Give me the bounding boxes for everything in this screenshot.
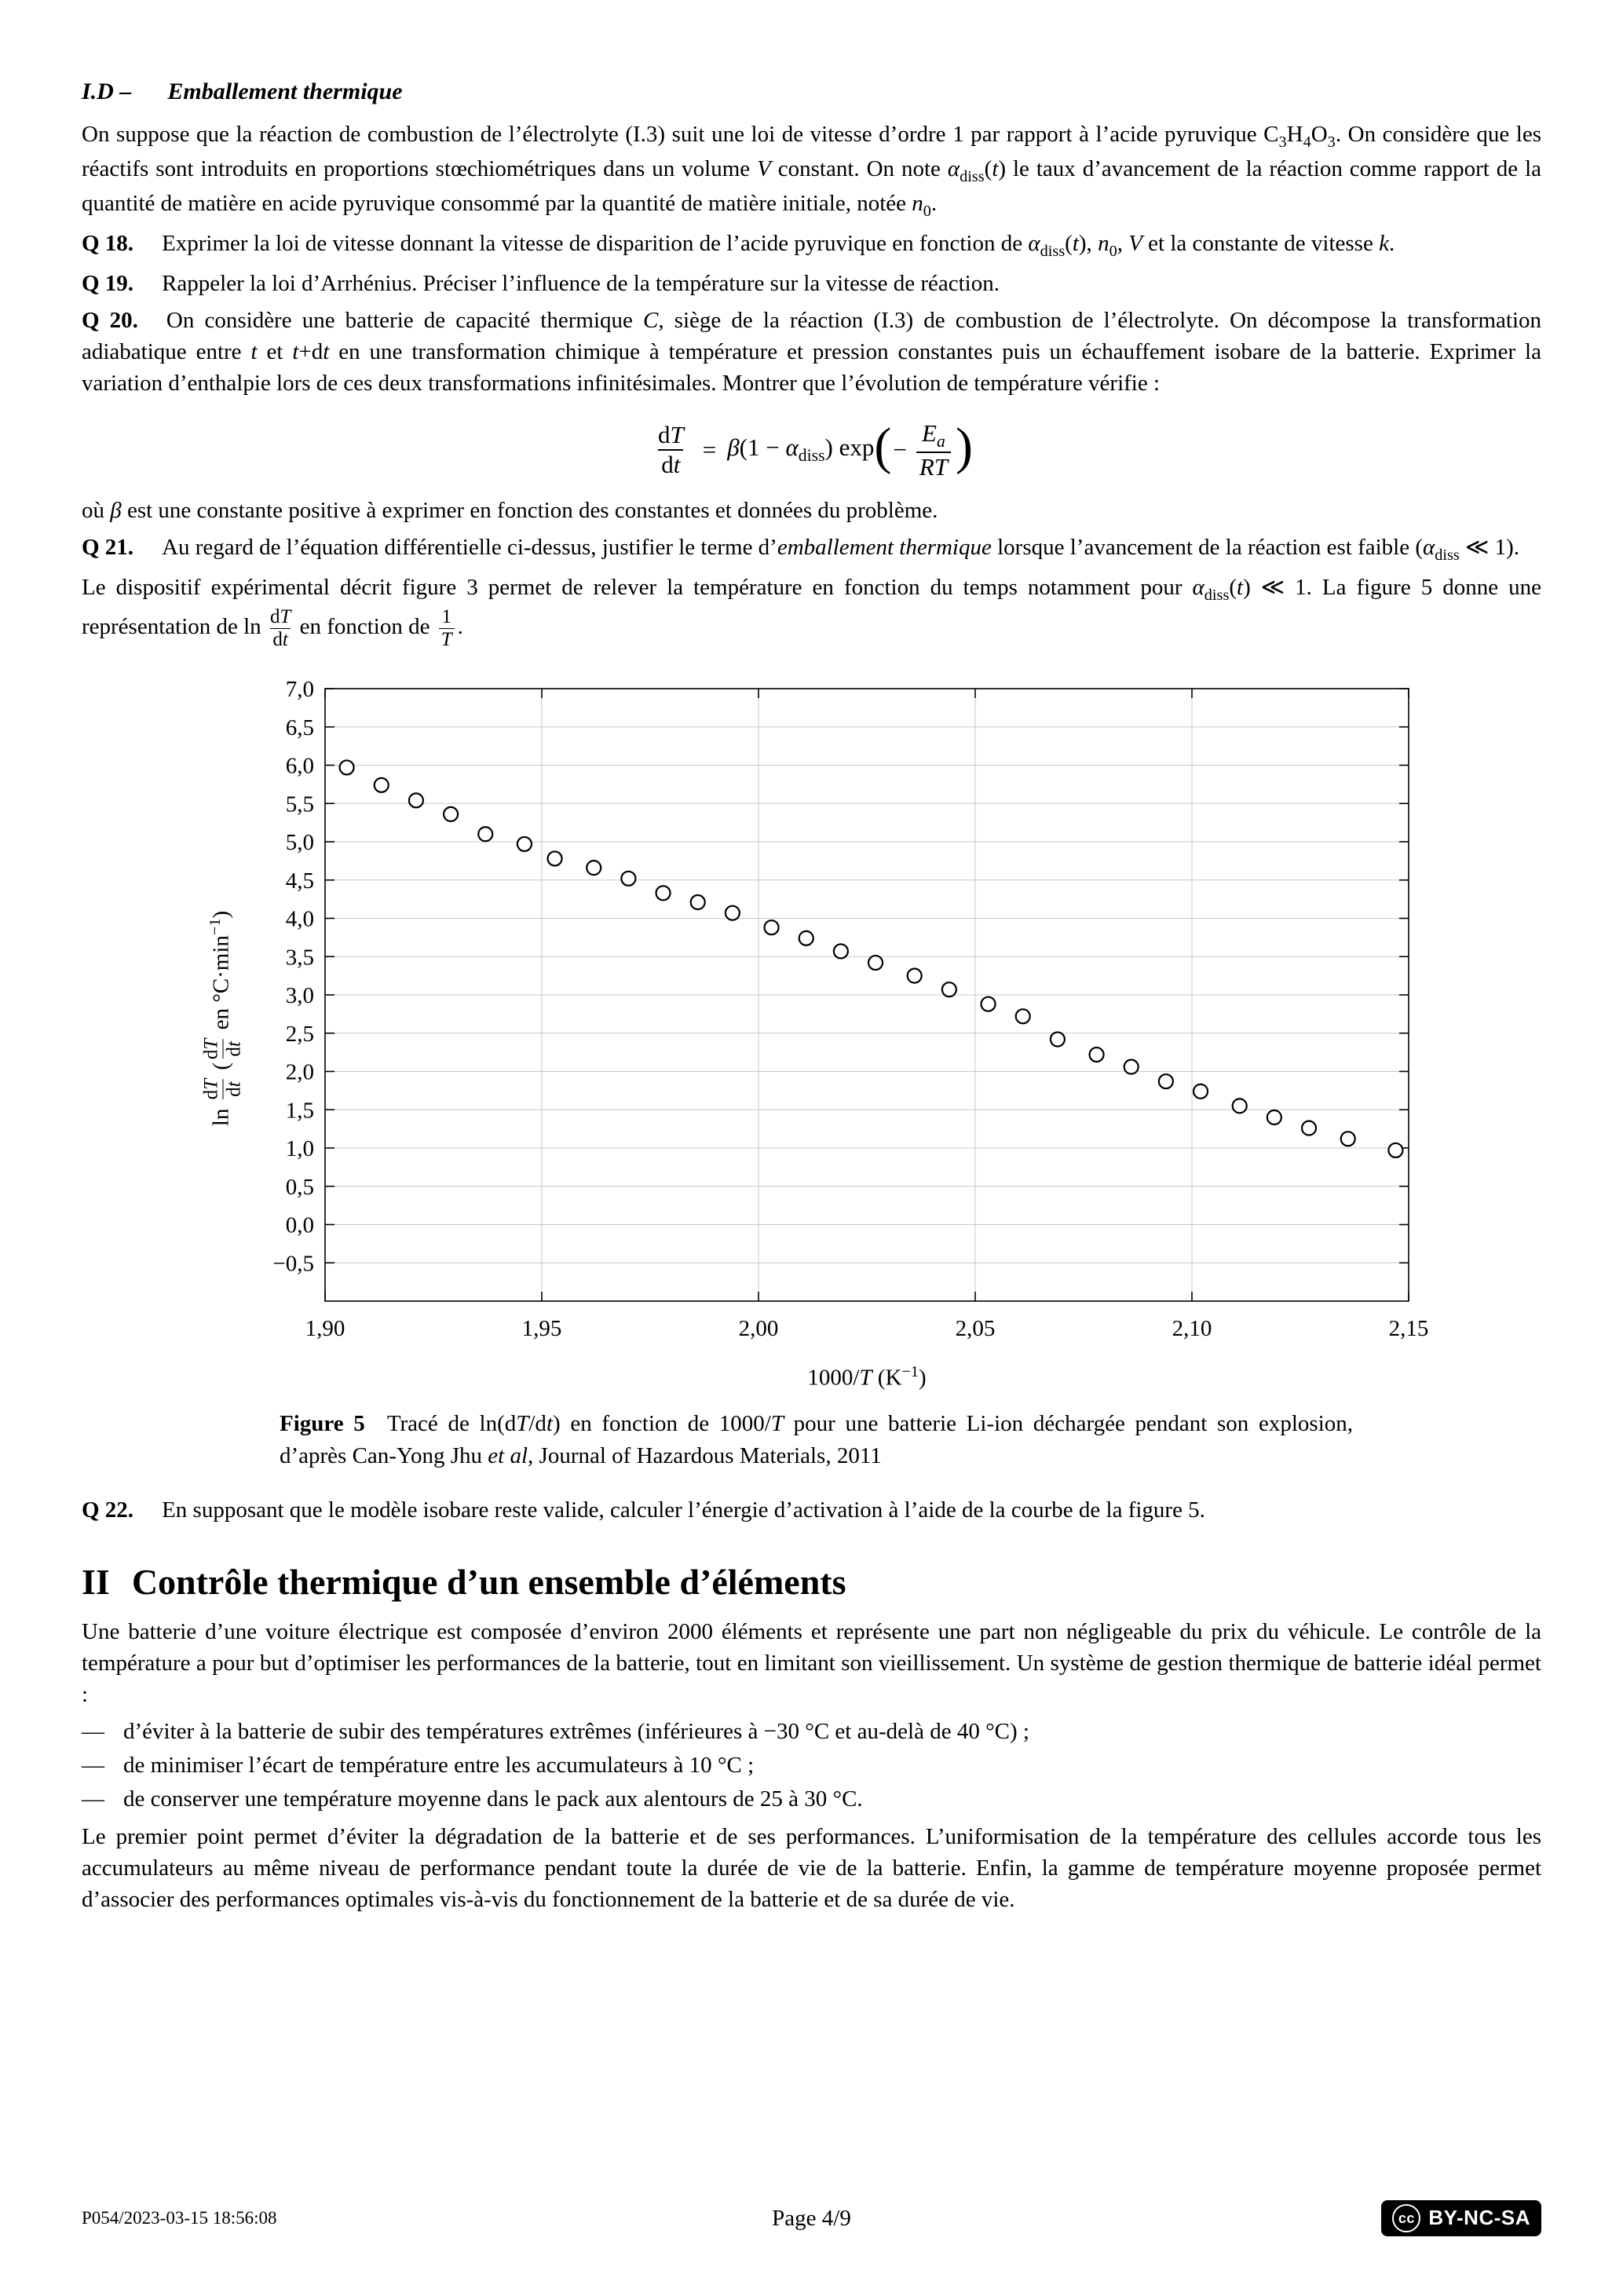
data-point xyxy=(1388,1143,1402,1157)
y-tick-label: 1,0 xyxy=(285,1136,314,1162)
section-id-title: Emballement thermique xyxy=(167,79,403,104)
figure-5 xyxy=(82,678,1541,1472)
q20-after-paragraph: où β est une constante positive à exprimer en fonction des constantes et données du problème. xyxy=(82,498,938,524)
page-number: Page 4/9 xyxy=(772,2205,851,2231)
question-q18 xyxy=(82,228,1541,262)
data-point xyxy=(1267,1110,1281,1124)
section-id-heading xyxy=(82,75,1541,108)
data-point xyxy=(1341,1132,1355,1146)
bullet-item-3 xyxy=(82,1783,1541,1815)
cc-logo-icon xyxy=(1392,2204,1420,2232)
data-point xyxy=(340,760,354,774)
data-point xyxy=(868,956,883,970)
y-tick-label: 0,0 xyxy=(285,1212,314,1238)
equation-exp-denominator: RT xyxy=(916,452,951,481)
data-point xyxy=(691,895,705,909)
cc-license-text: BY-NC-SA xyxy=(1428,2206,1531,2230)
data-point xyxy=(375,778,389,792)
equation-lhs-denominator: dt xyxy=(658,449,683,479)
temperature-evolution-equation xyxy=(82,419,1541,481)
equation-lhs-numerator: dT xyxy=(657,421,684,449)
y-tick-label: −0,5 xyxy=(272,1251,314,1277)
q20-label: Q 20. xyxy=(82,307,138,333)
y-tick-label: 4,0 xyxy=(285,906,314,932)
data-point xyxy=(1159,1074,1173,1088)
bullet-text: de conserver une température moyenne dans le pack aux alentours de 25 à 30 °C. xyxy=(123,1786,863,1812)
y-tick-label: 3,0 xyxy=(285,983,314,1009)
experimental-setup-paragraph: Le dispositif expérimental décrit figure 3 permet de relever la température en fonction du temps notamment pour $\alpha_{diss}(t)$ ≪ 1. La figure 5 donne une représentation de ln $\frac{dT}{dt}$ en fonction de $\frac{1}{T}$ . xyxy=(82,575,1541,651)
data-point xyxy=(834,944,848,958)
x-tick-label: 2,15 xyxy=(1388,1316,1429,1342)
y-tick-label: 6,5 xyxy=(285,715,314,740)
bullet-item-2 xyxy=(82,1749,1541,1781)
y-tick-label: 1,5 xyxy=(285,1098,314,1124)
y-tick-label: 3,5 xyxy=(285,945,314,971)
x-tick-label: 2,10 xyxy=(1172,1316,1212,1342)
scatter-chart xyxy=(254,678,1432,1359)
x-tick-label: 1,95 xyxy=(521,1316,562,1342)
data-point xyxy=(444,807,458,821)
q19-text: Rappeler la loi d’Arrhénius. Préciser l’influence de la température sur la vitesse de réaction. xyxy=(162,270,1000,296)
q18-text: Exprimer la loi de vitesse donnant la vitesse de disparition de l’acide pyruvique en fonction de $\alpha_{diss}(t)$, $n_0$, V et la constante de vitesse k. xyxy=(162,230,1395,260)
figure-caption-text: Tracé de ln(dT/dt) en fonction de 1000/T pour une batterie Li-ion déchargée pendant son explosion, d’après Can-Yong Jhu et al, Journal of Hazardous Materials, 2011 xyxy=(280,1410,1353,1468)
y-tick-label: 6,0 xyxy=(285,753,314,779)
question-q22 xyxy=(82,1494,1541,1526)
data-point xyxy=(517,837,532,851)
x-tick-label: 2,05 xyxy=(955,1316,996,1342)
question-q21 xyxy=(82,532,1541,566)
data-point xyxy=(409,793,423,807)
x-tick-label: 2,00 xyxy=(738,1316,779,1342)
section-2-title: Contrôle thermique d’un ensemble d’éléments xyxy=(131,1562,846,1603)
y-tick-label: 2,0 xyxy=(285,1059,314,1085)
q21-text: Au regard de l’équation différentielle ci-dessus, justifier le terme d’emballement thermique lorsque l’avancement de la réaction est faible ($\alpha_{diss}$ ≪ 1). xyxy=(162,535,1520,565)
x-tick-label: 1,90 xyxy=(305,1316,345,1342)
equation-lhs-fraction xyxy=(655,421,687,478)
bullet-text: de minimiser l’écart de température entre les accumulateurs à 10 °C ; xyxy=(123,1753,755,1779)
bullet-text: d’éviter à la batterie de subir des températures extrêmes (inférieures à −30 °C et au-delà de 40 °C) ; xyxy=(123,1719,1029,1744)
bullet-dash: — xyxy=(82,1786,104,1812)
section-2-paragraph-2: Le premier point permet d’éviter la dégradation de la batterie et de ses performances. L’uniformisation de la température des cellules accorde tous les accumulateurs au même niveau de performance pendant toute la durée de vie de la batterie. Enfin, la gamme de température moyenne proposée permet d’associer des performances optimales vis-à-vis du fonctionnement de la batterie et de sa durée de vie. xyxy=(82,1824,1541,1913)
y-tick-label: 7,0 xyxy=(285,678,314,703)
bullet-dash: — xyxy=(82,1719,104,1744)
bullet-item-1 xyxy=(82,1716,1541,1747)
data-point xyxy=(548,851,562,865)
data-point xyxy=(1090,1047,1104,1062)
cc-license-badge xyxy=(1381,2200,1541,2236)
data-point xyxy=(765,920,779,934)
data-point xyxy=(1302,1121,1316,1135)
equation-exp-numerator: $E_a$ xyxy=(922,419,945,451)
minus-sign: − xyxy=(893,435,907,463)
data-point xyxy=(478,827,492,841)
y-tick-label: 2,5 xyxy=(285,1021,314,1047)
data-point xyxy=(1051,1033,1065,1047)
data-point xyxy=(726,906,740,920)
data-point xyxy=(1124,1060,1139,1074)
q22-text: En supposant que le modèle isobare reste valide, calculer l’énergie d’activation à l’aide de la courbe de la figure 5. xyxy=(162,1497,1205,1523)
data-point xyxy=(908,969,922,983)
equation-exp-fraction xyxy=(916,419,951,481)
equals-sign: = xyxy=(702,435,717,463)
section-2-heading xyxy=(82,1562,1541,1603)
close-paren: ) xyxy=(956,418,973,476)
q21-label: Q 21. xyxy=(82,535,134,561)
data-point xyxy=(942,982,956,996)
q19-label: Q 19. xyxy=(82,270,134,296)
footer-license xyxy=(1055,2200,1541,2236)
data-point xyxy=(1233,1099,1247,1113)
data-point xyxy=(621,872,635,886)
intro-paragraph: On suppose que la réaction de combustion de l’électrolyte (I.3) suit une loi de vitesse d’ordre 1 par rapport à l’acide pyruvique $C_3H_4O_3$. On considère que les réactifs sont introduits en proportions stœchiométriques dans un volume V constant. On note $\alpha_{diss}(t)$ le taux d’avancement de la réaction comme rapport de la quantité de matière en acide pyruvique consommé par la quantité de matière initiale, notée $n_0$. xyxy=(82,122,1541,220)
data-point xyxy=(656,886,671,900)
bullet-dash: — xyxy=(82,1753,104,1779)
data-point xyxy=(799,931,813,945)
data-point xyxy=(1016,1009,1030,1023)
section-id-number: I.D – xyxy=(82,79,132,104)
cc-logo-text: cc xyxy=(1398,2210,1415,2226)
section-2-number: II xyxy=(82,1562,110,1603)
y-tick-label: 4,5 xyxy=(285,868,314,894)
q22-label: Q 22. xyxy=(82,1497,134,1523)
q18-label: Q 18. xyxy=(82,230,134,256)
equation-rhs-prefactor: $\beta(1 - \alpha_{diss})$ exp xyxy=(727,433,875,466)
x-axis-label: 1000/T $(K^{-1})$ xyxy=(807,1363,927,1391)
question-q19 xyxy=(82,268,1541,299)
figure-caption xyxy=(280,1408,1353,1472)
y-axis-label: ln dT dt ( dT dt en $^\circ C\cdot\min^{-1}$) xyxy=(200,910,245,1127)
data-point xyxy=(981,997,996,1011)
data-point xyxy=(587,861,601,875)
section-2-paragraph-1: Une batterie d’une voiture électrique est composée d’environ 2000 éléments et représente une part non négligeable du prix du véhicule. Le contrôle de la température a pour but d’optimiser les performances de la batterie, tout en limitant son vieillissement. Un système de gestion thermique de batterie idéal permet : xyxy=(82,1618,1541,1707)
y-axis-label-column xyxy=(192,712,254,1325)
q20-text: On considère une batterie de capacité thermique C, siège de la réaction (I.3) de combustion de l’électrolyte. On décompose la transformation adiabatique entre t et t+dt en une transformation chimique à température et pression constantes puis un échauffement isobare de la batterie. Exprimer la variation d’enthalpie lors de ces deux transformations infinitésimales. Montrer que l’évolution de température vérifie : xyxy=(82,307,1541,396)
chart-area xyxy=(192,678,1541,1359)
page-footer xyxy=(82,2200,1541,2236)
y-tick-label: 5,5 xyxy=(285,792,314,817)
y-tick-label: 0,5 xyxy=(285,1174,314,1200)
footer-timestamp: P054/2023-03-15 18:56:08 xyxy=(82,2208,277,2228)
question-q20 xyxy=(82,305,1541,399)
data-point xyxy=(1193,1084,1208,1099)
open-paren: ( xyxy=(874,418,892,476)
y-tick-label: 5,0 xyxy=(285,830,314,856)
figure-caption-label: Figure 5 xyxy=(280,1410,365,1436)
